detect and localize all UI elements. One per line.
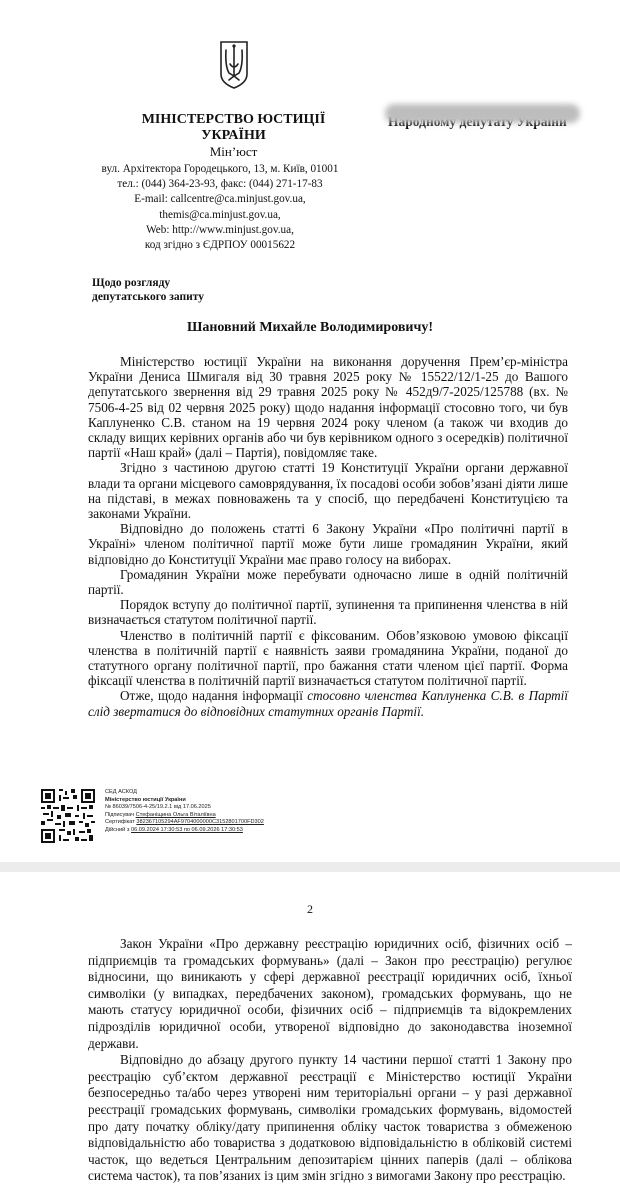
website: Web: http://www.minjust.gov.ua, (146, 223, 294, 236)
stamp-signer-label: Підписувач (105, 811, 135, 818)
stamp-signer: Стефаніщина Ольга Віталіївна (135, 811, 216, 818)
contact-block (60, 162, 380, 253)
address: вул. Архітектора Городецького, 13, м. Київ, 01001 (101, 163, 339, 175)
stamp-registration: № 86039/7506-4-25/19.2.1 від 17.06.2025 (105, 804, 211, 811)
stamp-organization: Міністерство юстиції України (105, 796, 186, 803)
signature-stamp (105, 789, 264, 835)
conclusion-text: Отже, щодо надання інформації (120, 688, 308, 704)
body-paragraph: Відповідно до положень статті 6 Закону України «Про політичні партії в Україні» членом політичної партії може бути лише громадянин України, який відповідно до Конституції України має право голосу на виборах. (88, 521, 568, 567)
body-paragraph: Відповідно до абзацу другого пункту 14 частини першої статті 1 Закону про реєстрацію суб’єктом державної реєстрації є Міністерство юстиції України безпосередньо та/або через утворені ним територіальні органи – у разі державної реєстрації громадських формувань, символіки громадських формувань, відомостей про дату початку обліку/дату припинення обліку часток товариства з обмеженою відповідальністю або товариства з додатковою відповідальністю в обліковій системі часток, що ведеться Центральним депозитарієм цінних паперів (далі – облікова система часток), та пов’язаних із цим змін згідно з вимогами Закону про реєстрацію. (88, 1052, 572, 1184)
tryzub-emblem-icon (218, 40, 250, 90)
subject-block (92, 276, 204, 304)
salutation: Шановний Михайле Володимировичу! (186, 320, 434, 335)
email-line-1: E-mail: callcentre@ca.minjust.gov.ua, (134, 193, 306, 206)
body-paragraph: Згідно з частиною другою статті 19 Конституції України органи державної влади та органи місцевого самоврядування, їх посадові особи зобов’язані діяти лише на підставі, в межах повноважень та у спосіб, що передбачені Конституцією та законами України. (88, 460, 568, 522)
conclusion-paragraph (88, 688, 568, 718)
page2-body (88, 936, 572, 1185)
stamp-valid-label: Дійсний з (105, 826, 130, 833)
letter-page-2 (0, 872, 620, 1200)
ministry-name-line2: УКРАЇНИ (201, 128, 266, 143)
qr-code-icon (41, 789, 95, 843)
stamp-certificate: 382367105294AF9704000000C3152801700FD302 (136, 819, 264, 826)
redacted-recipient-name (385, 104, 580, 123)
email-line-2: themis@ca.minjust.gov.ua, (159, 208, 281, 221)
stamp-valid-range: 06.09.2024 17:30:53 по 06.09.2026 17:30:53 (130, 826, 243, 833)
stamp-cert-label: Сертифікат (105, 819, 135, 826)
edrpou-code: код згідно з ЄДРПОУ 00015622 (144, 239, 296, 252)
letter-body (88, 354, 568, 719)
body-paragraph: Громадянин України може перебувати одночасно лише в одній політичній партії. (88, 566, 568, 598)
page-number: 2 (307, 902, 313, 916)
ministry-name (96, 112, 371, 144)
ministry-short-name: Мін’юст (209, 144, 258, 159)
ministry-name-line1: МІНІСТЕРСТВО ЮСТИЦІЇ (141, 112, 326, 127)
body-paragraph: Членство в політичній партії є фіксованим. Обов’язковою умовою фіксації членства в політичній партії є наявність заяви громадянина України, поданої до статутного органу політичної партії, про бажання стати членом цієї партії. Форма фіксації членства в політичній партії визначається статутом політичної партії. (88, 627, 568, 689)
body-paragraph: Порядок вступу до політичної партії, зупинення та припинення членства в ній визначається статутом політичної партії. (88, 597, 568, 628)
body-paragraph: Закон України «Про державну реєстрацію юридичних осіб, фізичних осіб – підприємців та громадських формувань» (далі – Закон про реєстрацію) регулює відносини, що виникають у сфері державної реєстрації юридичних осіб, їхньої символіки (у випадках, передбачених законом), громадських формувань, що не мають статусу юридичної особи, фізичних осіб – підприємців та відокремлених підрозділів юридичної особи, утвореної відповідно до законодавства іноземної держави. (88, 936, 572, 1051)
phone-fax: тел.: (044) 364-23-93, факс: (044) 271-17-83 (117, 178, 323, 191)
subject-line-1: Щодо розгляду (92, 277, 171, 289)
subject-line-2: депутатського запиту (92, 291, 205, 303)
stamp-system: СЕД АСКОД (105, 789, 137, 795)
conclusion-italic-text: стосовно членства Каплуненка С.В. в Партії слід звертатися до відповідних статутних органів Партії. (88, 688, 569, 719)
body-paragraph: Міністерство юстиції України на виконання доручення Прем’єр-міністра України Дениса Шмигаля від 30 травня 2025 року № 15522/12/1-25 до Вашого депутатського звернення від 29 травня 2025 року № 452д9/7-2025/125788 (вх. № 7506-4-25 від 02 червня 2025 року) щодо надання інформації стосовно того, чи був Каплуненко С.В. станом на 19 червня 2024 року членом (а також чи входив до складу вищих керівних органів або чи був керівником одного з осередків) політичної партії «Наш край» (далі – Партія), повідомляє таке. (88, 354, 568, 461)
